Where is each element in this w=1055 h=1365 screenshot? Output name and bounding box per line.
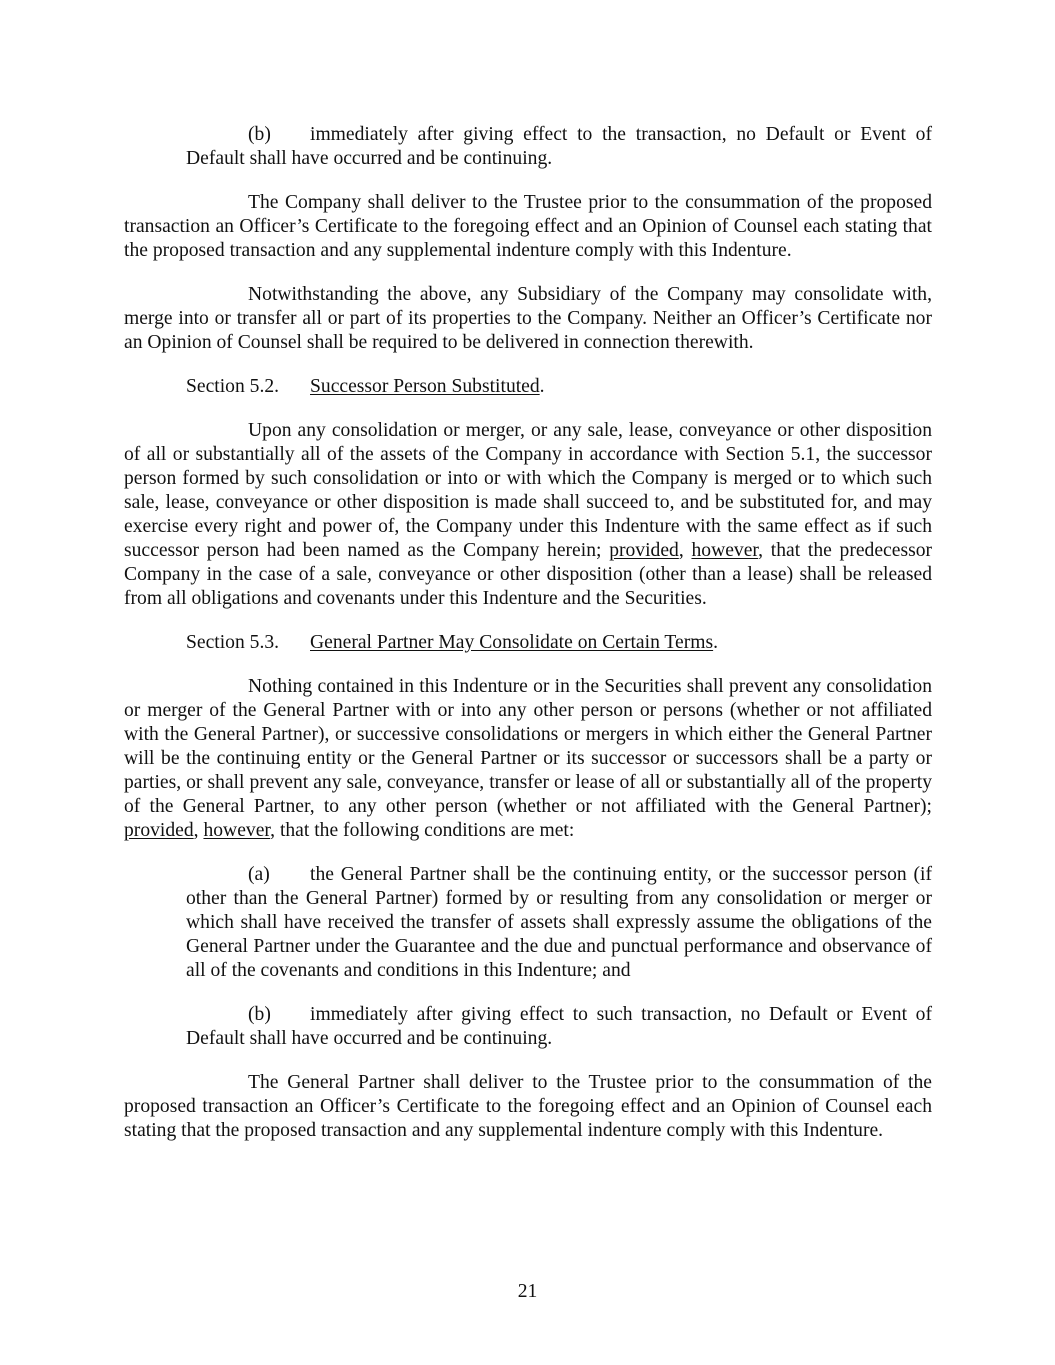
- section-number: Section 5.3.: [186, 632, 280, 653]
- section-title-period: .: [713, 632, 719, 653]
- clause-a-general-partner: [186, 863, 932, 983]
- comma: ,: [193, 820, 204, 841]
- paragraph-general-partner-deliver: The General Partner shall deliver to the Trustee prior to the consummation of the proposed transaction an Officer’s Certificate to the foregoing effect and an Opinion of Counsel each stating that the proposed transaction and any supplemental indenture comply with this Indenture.: [124, 1072, 932, 1141]
- clause-label: (a): [248, 864, 270, 885]
- provided-term: provided: [124, 820, 194, 841]
- section-title: General Partner May Consolidate on Certain Terms: [310, 632, 714, 653]
- provided-term: provided: [609, 540, 679, 561]
- section-5-2-heading: [186, 375, 932, 399]
- clause-text: the General Partner shall be the continuing entity, or the successor person (if other than the General Partner) formed by or resulting from any consolidation or merger or which shall have received the transfer of assets shall expressly assume the obligations of the General Partner under the Guarantee and the due and punctual performance and observance of all of the covenants and conditions in this Indenture; and: [186, 864, 932, 981]
- section-5-3-heading: [186, 631, 932, 655]
- clause-label: (b): [248, 124, 271, 145]
- however-term: however: [691, 540, 759, 561]
- section-title: Successor Person Substituted: [310, 376, 540, 397]
- comma: ,: [678, 540, 692, 561]
- clause-text: immediately after giving effect to such transaction, no Default or Event of Default shall have occurred and be continuing.: [186, 1004, 932, 1049]
- clause-label: (b): [248, 1004, 271, 1025]
- section-title-period: .: [539, 376, 545, 397]
- text-run: Upon any consolidation or merger, or any sale, lease, conveyance or other disposition of all or substantially all of the assets of the Company in accordance with Section 5.1, the successor person formed by such consolidation or into or with which the Company is merged or to which such sale, lease, conveyance or other disposition is made shall succeed to, and be substituted for, and may exercise every right and power of, the Company under this Indenture with the same effect as if such successor person had been named as the Company herein;: [124, 420, 932, 561]
- clause-text: immediately after giving effect to the transaction, no Default or Event of Default shall have occurred and be continuing.: [186, 124, 932, 169]
- clause-b-transaction: [186, 123, 932, 171]
- paragraph-successor-person: [124, 419, 932, 611]
- paragraph-nothing-contained: [124, 675, 932, 843]
- text-run: Nothing contained in this Indenture or in the Securities shall prevent any consolidation or merger of the General Partner with or into any other person or persons (whether or not affiliated with the General Partner), or successive consolidations or mergers in which either the General Partner will be the continuing entity or the General Partner or its successor or successors shall be a party or parties, or shall prevent any sale, conveyance, transfer or lease of all or substantially all of the property of the General Partner, to any other person (whether or not affiliated with the General Partner);: [124, 676, 932, 817]
- text-run: , that the following conditions are met:: [270, 820, 575, 841]
- text-run: , that the predecessor Company in the case of a sale, conveyance or other disposition (other than a lease) shall be released from all obligations and covenants under this Indenture and the Securities.: [124, 540, 933, 609]
- clause-b-such-transaction: [186, 1003, 932, 1051]
- paragraph-company-deliver: The Company shall deliver to the Trustee prior to the consummation of the proposed transaction an Officer’s Certificate to the foregoing effect and an Opinion of Counsel each stating that the proposed transaction and any supplemental indenture comply with this Indenture.: [124, 192, 932, 261]
- section-number: Section 5.2.: [186, 376, 280, 397]
- document-page: [124, 123, 932, 1143]
- paragraph-notwithstanding: Notwithstanding the above, any Subsidiary of the Company may consolidate with, merge into or transfer all or part of its properties to the Company. Neither an Officer’s Certificate nor an Opinion of Counsel shall be required to be delivered in connection therewith.: [124, 284, 932, 353]
- page-number: 21: [517, 1281, 538, 1302]
- however-term: however: [203, 820, 271, 841]
